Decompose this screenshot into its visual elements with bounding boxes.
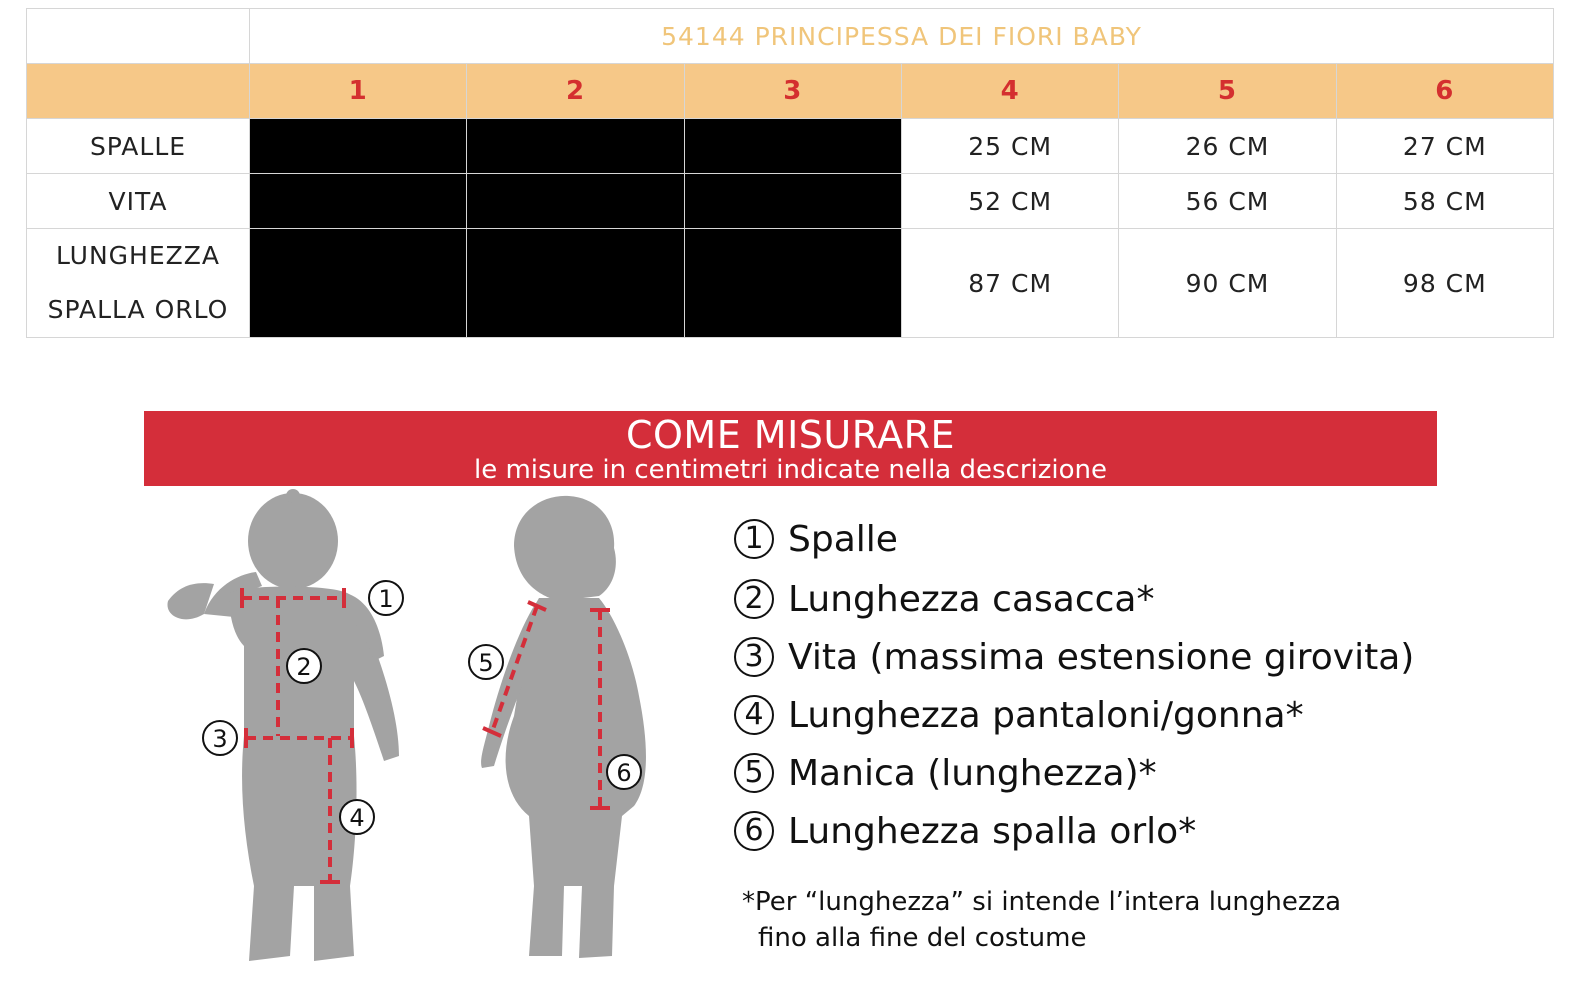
table-title-row	[27, 9, 1554, 64]
legend-number: 4	[734, 695, 774, 735]
redacted-cell	[684, 119, 901, 174]
table-cell: 58 CM	[1336, 174, 1553, 229]
marker-3	[203, 721, 237, 755]
size-header: 5	[1119, 64, 1336, 119]
table-cell: 52 CM	[901, 174, 1118, 229]
size-table	[26, 8, 1554, 338]
measurement-illustration	[144, 486, 704, 984]
table-cell: 25 CM	[901, 119, 1118, 174]
legend-label: Lunghezza pantaloni/gonna*	[788, 694, 1304, 736]
legend-number: 6	[734, 811, 774, 851]
table-corner-cell	[27, 9, 250, 64]
legend-label: Spalle	[788, 518, 898, 560]
table-title: 54144 PRINCIPESSA DEI FIORI BABY	[250, 9, 1554, 64]
svg-text:3: 3	[212, 725, 228, 753]
how-to-measure-banner	[144, 411, 1437, 486]
legend-item	[734, 744, 1414, 802]
legend-item	[734, 508, 1414, 570]
table-cell: 26 CM	[1119, 119, 1336, 174]
marker-6	[607, 755, 641, 789]
row-label: SPALLE	[27, 119, 250, 174]
footnote-line: *Per “lunghezza” si intende l’intera lunghezza	[742, 887, 1342, 917]
redacted-cell	[467, 174, 684, 229]
legend-label: Vita (massima estensione girovita)	[788, 636, 1415, 678]
legend-label: Manica (lunghezza)*	[788, 752, 1157, 794]
redacted-cell	[684, 174, 901, 229]
redacted-cell	[250, 174, 467, 229]
legend-item	[734, 570, 1414, 628]
row-label-line: SPALLA ORLO	[47, 295, 229, 324]
legend-number: 5	[734, 753, 774, 793]
size-header: 3	[684, 64, 901, 119]
svg-text:6: 6	[616, 759, 632, 787]
marker-2	[287, 649, 321, 683]
child-silhouette-side	[481, 496, 646, 958]
row-label-line: LUNGHEZZA	[55, 241, 220, 270]
table-cell: 90 CM	[1119, 229, 1336, 338]
footnote	[742, 884, 1341, 956]
legend-number: 1	[734, 519, 774, 559]
marker-5	[469, 645, 503, 679]
row-label: VITA	[27, 174, 250, 229]
svg-text:2: 2	[296, 653, 312, 681]
legend-label: Lunghezza spalla orlo*	[788, 810, 1197, 852]
size-header-row	[27, 64, 1554, 119]
table-cell: 98 CM	[1336, 229, 1553, 338]
svg-text:5: 5	[478, 649, 494, 677]
svg-text:4: 4	[349, 804, 365, 832]
legend-number: 3	[734, 637, 774, 677]
table-row	[27, 119, 1554, 174]
size-header: 1	[250, 64, 467, 119]
legend-item	[734, 628, 1414, 686]
redacted-cell	[684, 229, 901, 338]
redacted-cell	[250, 229, 467, 338]
redacted-cell	[250, 119, 467, 174]
redacted-cell	[467, 229, 684, 338]
legend-number: 2	[734, 579, 774, 619]
marker-4	[340, 800, 374, 834]
table-row	[27, 174, 1554, 229]
svg-text:1: 1	[378, 585, 394, 613]
table-row	[27, 229, 1554, 338]
banner-subtitle: le misure in centimetri indicate nella descrizione	[473, 455, 1108, 485]
legend-label: Lunghezza casacca*	[788, 578, 1155, 620]
banner-title: COME MISURARE	[625, 413, 956, 457]
table-cell: 27 CM	[1336, 119, 1553, 174]
size-header: 4	[901, 64, 1118, 119]
redacted-cell	[467, 119, 684, 174]
child-silhouette-front	[167, 489, 399, 961]
header-corner-cell	[27, 64, 250, 119]
row-label	[27, 229, 250, 338]
marker-1	[369, 581, 403, 615]
table-cell: 87 CM	[901, 229, 1118, 338]
legend-item	[734, 686, 1414, 744]
measurement-legend	[734, 508, 1414, 860]
table-cell: 56 CM	[1119, 174, 1336, 229]
size-header: 6	[1336, 64, 1553, 119]
size-header: 2	[467, 64, 684, 119]
legend-item	[734, 802, 1414, 860]
footnote-line: fino alla fine del costume	[758, 923, 1087, 953]
